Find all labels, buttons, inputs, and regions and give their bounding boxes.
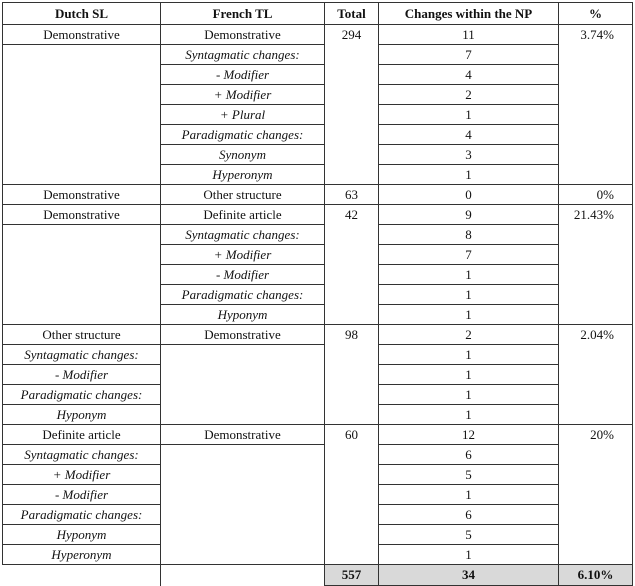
percent-cell bbox=[559, 365, 633, 385]
percent-cell bbox=[559, 125, 633, 145]
table-row bbox=[3, 525, 633, 545]
changes-cell: 3 bbox=[379, 145, 559, 165]
table-row bbox=[3, 345, 633, 365]
dutch-sl-cell: Syntagmatic changes: bbox=[3, 445, 161, 465]
changes-cell: 1 bbox=[379, 105, 559, 125]
dutch-sl-cell: + Modifier bbox=[3, 465, 161, 485]
total-cell bbox=[325, 145, 379, 165]
total-cell bbox=[325, 265, 379, 285]
changes-cell: 6 bbox=[379, 505, 559, 525]
percent-cell bbox=[559, 345, 633, 365]
table-row bbox=[3, 445, 633, 465]
french-tl-cell: Hyperonym bbox=[161, 165, 325, 185]
table-row bbox=[3, 205, 633, 225]
percent-cell bbox=[559, 85, 633, 105]
changes-cell: 1 bbox=[379, 305, 559, 325]
total-cell bbox=[325, 385, 379, 405]
percent-cell: 0% bbox=[559, 185, 633, 205]
header-changes: Changes within the NP bbox=[379, 3, 559, 25]
percent-cell bbox=[559, 145, 633, 165]
changes-cell: 1 bbox=[379, 165, 559, 185]
header-total: Total bbox=[325, 3, 379, 25]
french-tl-cell bbox=[161, 465, 325, 485]
total-cell bbox=[325, 345, 379, 365]
total-cell bbox=[325, 165, 379, 185]
french-tl-cell: - Modifier bbox=[161, 265, 325, 285]
changes-cell: 1 bbox=[379, 485, 559, 505]
total-cell bbox=[325, 65, 379, 85]
table-row bbox=[3, 365, 633, 385]
table-row bbox=[3, 145, 633, 165]
percent-cell: 21.43% bbox=[559, 205, 633, 225]
percent-cell bbox=[559, 285, 633, 305]
table-row bbox=[3, 325, 633, 345]
table-row bbox=[3, 505, 633, 525]
changes-cell: 1 bbox=[379, 345, 559, 365]
total-cell bbox=[325, 505, 379, 525]
french-tl-cell: + Modifier bbox=[161, 85, 325, 105]
dutch-sl-cell: Syntagmatic changes: bbox=[3, 345, 161, 365]
changes-cell: 1 bbox=[379, 405, 559, 425]
dutch-sl-cell bbox=[3, 105, 161, 125]
french-tl-cell bbox=[161, 485, 325, 505]
changes-cell: 2 bbox=[379, 325, 559, 345]
percent-cell bbox=[559, 225, 633, 245]
dutch-sl-cell bbox=[3, 225, 161, 245]
total-cell bbox=[325, 225, 379, 245]
table-row bbox=[3, 285, 633, 305]
table-row bbox=[3, 465, 633, 485]
total-cell: 98 bbox=[325, 325, 379, 345]
changes-cell: 6 bbox=[379, 445, 559, 465]
percent-cell bbox=[559, 525, 633, 545]
total-cell bbox=[325, 485, 379, 505]
percent-cell bbox=[559, 545, 633, 565]
total-cell bbox=[325, 365, 379, 385]
total-cell bbox=[325, 445, 379, 465]
dutch-sl-cell bbox=[3, 165, 161, 185]
total-cell: 60 bbox=[325, 425, 379, 445]
percent-cell bbox=[559, 445, 633, 465]
changes-cell: 8 bbox=[379, 225, 559, 245]
total-cell bbox=[325, 125, 379, 145]
dutch-sl-cell: Paradigmatic changes: bbox=[3, 385, 161, 405]
total-cell bbox=[325, 305, 379, 325]
dutch-sl-cell: Definite article bbox=[3, 425, 161, 445]
percent-cell bbox=[559, 105, 633, 125]
changes-cell: 7 bbox=[379, 45, 559, 65]
table-row bbox=[3, 245, 633, 265]
total-cell: 42 bbox=[325, 205, 379, 225]
french-tl-cell bbox=[161, 525, 325, 545]
percent-cell bbox=[559, 305, 633, 325]
header-percent: % bbox=[559, 3, 633, 25]
percent-cell bbox=[559, 65, 633, 85]
changes-cell: 4 bbox=[379, 65, 559, 85]
dutch-sl-cell bbox=[3, 265, 161, 285]
french-tl-cell bbox=[161, 405, 325, 425]
changes-cell: 9 bbox=[379, 205, 559, 225]
dutch-sl-cell bbox=[3, 145, 161, 165]
total-cell bbox=[325, 105, 379, 125]
header-dutch-sl: Dutch SL bbox=[3, 3, 161, 25]
total-cell bbox=[325, 245, 379, 265]
changes-cell: 12 bbox=[379, 425, 559, 445]
percent-cell bbox=[559, 45, 633, 65]
table-row bbox=[3, 425, 633, 445]
total-cell bbox=[325, 525, 379, 545]
table-row bbox=[3, 45, 633, 65]
french-tl-cell: Synonym bbox=[161, 145, 325, 165]
changes-table bbox=[2, 2, 633, 586]
total-cell bbox=[325, 285, 379, 305]
table-row bbox=[3, 105, 633, 125]
changes-cell: 1 bbox=[379, 265, 559, 285]
total-cell: 63 bbox=[325, 185, 379, 205]
french-tl-cell: Demonstrative bbox=[161, 25, 325, 45]
changes-cell: 5 bbox=[379, 525, 559, 545]
percent-sum: 6.10% bbox=[559, 565, 633, 586]
french-tl-cell: Paradigmatic changes: bbox=[161, 285, 325, 305]
header-row bbox=[3, 3, 633, 25]
header-french-tl: French TL bbox=[161, 3, 325, 25]
total-cell: 294 bbox=[325, 25, 379, 45]
table-row bbox=[3, 165, 633, 185]
changes-cell: 1 bbox=[379, 365, 559, 385]
dutch-sl-cell bbox=[3, 85, 161, 105]
percent-cell bbox=[559, 505, 633, 525]
dutch-sl-cell: Hyperonym bbox=[3, 545, 161, 565]
total-cell bbox=[325, 85, 379, 105]
percent-cell bbox=[559, 485, 633, 505]
dutch-sl-cell: - Modifier bbox=[3, 485, 161, 505]
dutch-sl-cell bbox=[3, 285, 161, 305]
french-tl-cell: - Modifier bbox=[161, 65, 325, 85]
totals-row bbox=[3, 565, 633, 586]
changes-cell: 2 bbox=[379, 85, 559, 105]
table-row bbox=[3, 385, 633, 405]
table-row bbox=[3, 265, 633, 285]
dutch-sl-cell: Demonstrative bbox=[3, 25, 161, 45]
dutch-sl-cell bbox=[3, 245, 161, 265]
percent-cell bbox=[559, 165, 633, 185]
changes-cell: 4 bbox=[379, 125, 559, 145]
table-row bbox=[3, 545, 633, 565]
table-row bbox=[3, 405, 633, 425]
percent-cell: 2.04% bbox=[559, 325, 633, 345]
french-tl-cell bbox=[161, 505, 325, 525]
table-row bbox=[3, 65, 633, 85]
total-cell bbox=[325, 405, 379, 425]
french-tl-cell: Syntagmatic changes: bbox=[161, 45, 325, 65]
french-tl-cell bbox=[161, 545, 325, 565]
dutch-sl-cell bbox=[3, 305, 161, 325]
table-row bbox=[3, 25, 633, 45]
table-row bbox=[3, 485, 633, 505]
changes-cell: 1 bbox=[379, 545, 559, 565]
french-tl-cell bbox=[161, 365, 325, 385]
dutch-sl-cell: - Modifier bbox=[3, 365, 161, 385]
dutch-sl-cell: Demonstrative bbox=[3, 185, 161, 205]
french-tl-cell bbox=[161, 345, 325, 365]
table-row bbox=[3, 185, 633, 205]
changes-cell: 7 bbox=[379, 245, 559, 265]
percent-cell bbox=[559, 465, 633, 485]
total-sum: 557 bbox=[325, 565, 379, 586]
dutch-sl-cell: Paradigmatic changes: bbox=[3, 505, 161, 525]
percent-cell: 20% bbox=[559, 425, 633, 445]
total-cell bbox=[325, 465, 379, 485]
dutch-sl-cell bbox=[3, 45, 161, 65]
percent-cell bbox=[559, 385, 633, 405]
table-row bbox=[3, 225, 633, 245]
french-tl-cell: Demonstrative bbox=[161, 425, 325, 445]
table-row bbox=[3, 125, 633, 145]
changes-cell: 11 bbox=[379, 25, 559, 45]
french-tl-cell: Demonstrative bbox=[161, 325, 325, 345]
french-tl-cell: Hyponym bbox=[161, 305, 325, 325]
total-cell bbox=[325, 545, 379, 565]
percent-cell bbox=[559, 405, 633, 425]
total-cell bbox=[325, 45, 379, 65]
french-tl-cell: Paradigmatic changes: bbox=[161, 125, 325, 145]
french-tl-cell: + Modifier bbox=[161, 245, 325, 265]
percent-cell bbox=[559, 265, 633, 285]
french-tl-cell bbox=[161, 445, 325, 465]
french-tl-cell: Definite article bbox=[161, 205, 325, 225]
dutch-sl-cell bbox=[3, 125, 161, 145]
percent-cell bbox=[559, 245, 633, 265]
percent-cell: 3.74% bbox=[559, 25, 633, 45]
changes-cell: 5 bbox=[379, 465, 559, 485]
changes-sum: 34 bbox=[379, 565, 559, 586]
changes-cell: 1 bbox=[379, 285, 559, 305]
table-row bbox=[3, 305, 633, 325]
french-tl-cell bbox=[161, 385, 325, 405]
dutch-sl-cell: Demonstrative bbox=[3, 205, 161, 225]
table-row bbox=[3, 85, 633, 105]
french-tl-cell: Other structure bbox=[161, 185, 325, 205]
changes-cell: 0 bbox=[379, 185, 559, 205]
french-tl-cell: + Plural bbox=[161, 105, 325, 125]
changes-cell: 1 bbox=[379, 385, 559, 405]
dutch-sl-cell bbox=[3, 65, 161, 85]
french-tl-cell: Syntagmatic changes: bbox=[161, 225, 325, 245]
dutch-sl-cell: Other structure bbox=[3, 325, 161, 345]
dutch-sl-cell: Hyponym bbox=[3, 525, 161, 545]
dutch-sl-cell: Hyponym bbox=[3, 405, 161, 425]
